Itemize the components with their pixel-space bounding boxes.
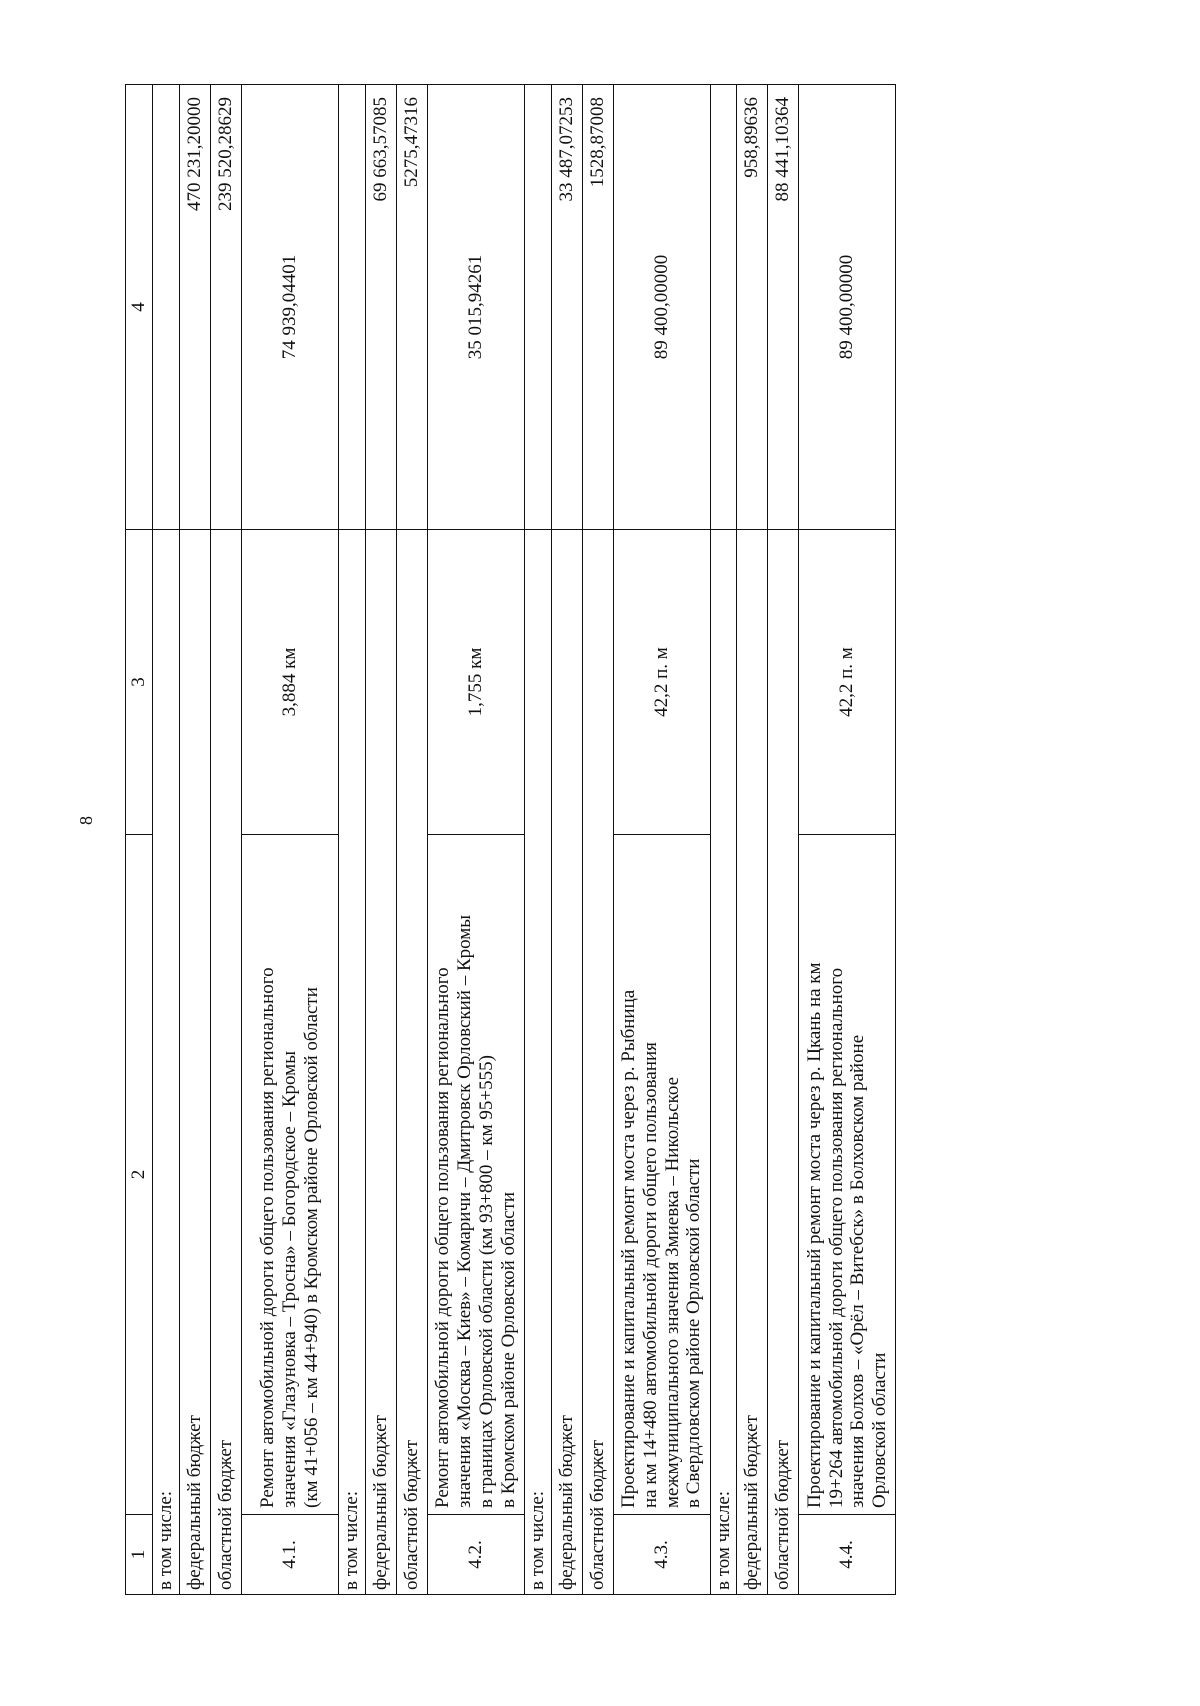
item-measure: 42,2 п. м bbox=[799, 530, 896, 835]
table-row bbox=[737, 85, 768, 1595]
federal-label: федеральный бюджет bbox=[737, 530, 768, 1595]
table-row bbox=[768, 85, 799, 1595]
item-number: 4.2. bbox=[427, 1515, 524, 1595]
col-header-3: 3 bbox=[126, 530, 153, 835]
item-number: 4.4. bbox=[799, 1515, 896, 1595]
table-row bbox=[210, 85, 241, 1595]
regional-label: областной бюджет bbox=[768, 530, 799, 1595]
item-description: Ремонт автомобильной дороги общего пользования регионального значения «Москва – Киев» – Комаричи – Дмитровск Орловский – Кромы в границах Орловской области (км 93+800 – км 95+555) в Кромском районе Орловской области bbox=[427, 835, 524, 1515]
item-amount: 74 939,04401 bbox=[241, 85, 338, 530]
regional-value: 1528,87008 bbox=[582, 85, 613, 530]
budget-table bbox=[125, 84, 896, 1595]
table-row bbox=[551, 85, 582, 1595]
regional-value: 88 441,10364 bbox=[768, 85, 799, 530]
empty-cell bbox=[710, 85, 737, 530]
item-row bbox=[613, 85, 710, 1595]
federal-label: федеральный бюджет bbox=[179, 530, 210, 1595]
federal-label: федеральный бюджет bbox=[365, 530, 396, 1595]
regional-value: 5275,47316 bbox=[396, 85, 427, 530]
incl-label: в том числе: bbox=[153, 530, 180, 1595]
item-amount: 35 015,94261 bbox=[427, 85, 524, 530]
empty-cell bbox=[153, 85, 180, 530]
item-measure: 3,884 км bbox=[241, 530, 338, 835]
table-row bbox=[524, 85, 551, 1595]
item-row bbox=[241, 85, 338, 1595]
table-row bbox=[710, 85, 737, 1595]
item-row bbox=[799, 85, 896, 1595]
rotated-table-wrapper bbox=[125, 85, 1060, 1595]
table-row bbox=[365, 85, 396, 1595]
item-number: 4.3. bbox=[613, 1515, 710, 1595]
federal-label: федеральный бюджет bbox=[551, 530, 582, 1595]
federal-value: 69 663,57085 bbox=[365, 85, 396, 530]
regional-label: областной бюджет bbox=[582, 530, 613, 1595]
table-row bbox=[396, 85, 427, 1595]
page-number: 8 bbox=[76, 816, 96, 825]
item-measure: 1,755 км bbox=[427, 530, 524, 835]
table-row bbox=[338, 85, 365, 1595]
item-description: Ремонт автомобильной дороги общего пользования регионального значения «Глазуновка – Тросна» – Богородское – Кромы (км 41+056 – км 44+940) в Кромском районе Орловской области bbox=[241, 835, 338, 1515]
federal-value: 958,89636 bbox=[737, 85, 768, 530]
col-header-2: 2 bbox=[126, 835, 153, 1515]
col-header-4: 4 bbox=[126, 85, 153, 530]
item-row bbox=[427, 85, 524, 1595]
empty-cell bbox=[338, 85, 365, 530]
federal-value: 470 231,20000 bbox=[179, 85, 210, 530]
table-row bbox=[153, 85, 180, 1595]
empty-cell bbox=[524, 85, 551, 530]
item-measure: 42,2 п. м bbox=[613, 530, 710, 835]
regional-label: областной бюджет bbox=[210, 530, 241, 1595]
item-description: Проектирование и капитальный ремонт моста через р. Рыбница на км 14+480 автомобильной дороги общего пользования межмуниципального значения Змиевка – Никольское в Свердловском районе Орловской области bbox=[613, 835, 710, 1515]
item-amount: 89 400,00000 bbox=[613, 85, 710, 530]
item-number: 4.1. bbox=[241, 1515, 338, 1595]
header-row bbox=[126, 85, 153, 1595]
incl-label: в том числе: bbox=[524, 530, 551, 1595]
table-row bbox=[582, 85, 613, 1595]
regional-label: областной бюджет bbox=[396, 530, 427, 1595]
item-description: Проектирование и капитальный ремонт моста через р. Цкань на км 19+264 автомобильной дороги общего пользования регионального значения Болхов – «Орёл – Витебск» в Болховском районе Орловской области bbox=[799, 835, 896, 1515]
incl-label: в том числе: bbox=[710, 530, 737, 1595]
col-header-1: 1 bbox=[126, 1515, 153, 1595]
incl-label: в том числе: bbox=[338, 530, 365, 1595]
federal-value: 33 487,07253 bbox=[551, 85, 582, 530]
item-amount: 89 400,00000 bbox=[799, 85, 896, 530]
regional-value: 239 520,28629 bbox=[210, 85, 241, 530]
table-row bbox=[179, 85, 210, 1595]
